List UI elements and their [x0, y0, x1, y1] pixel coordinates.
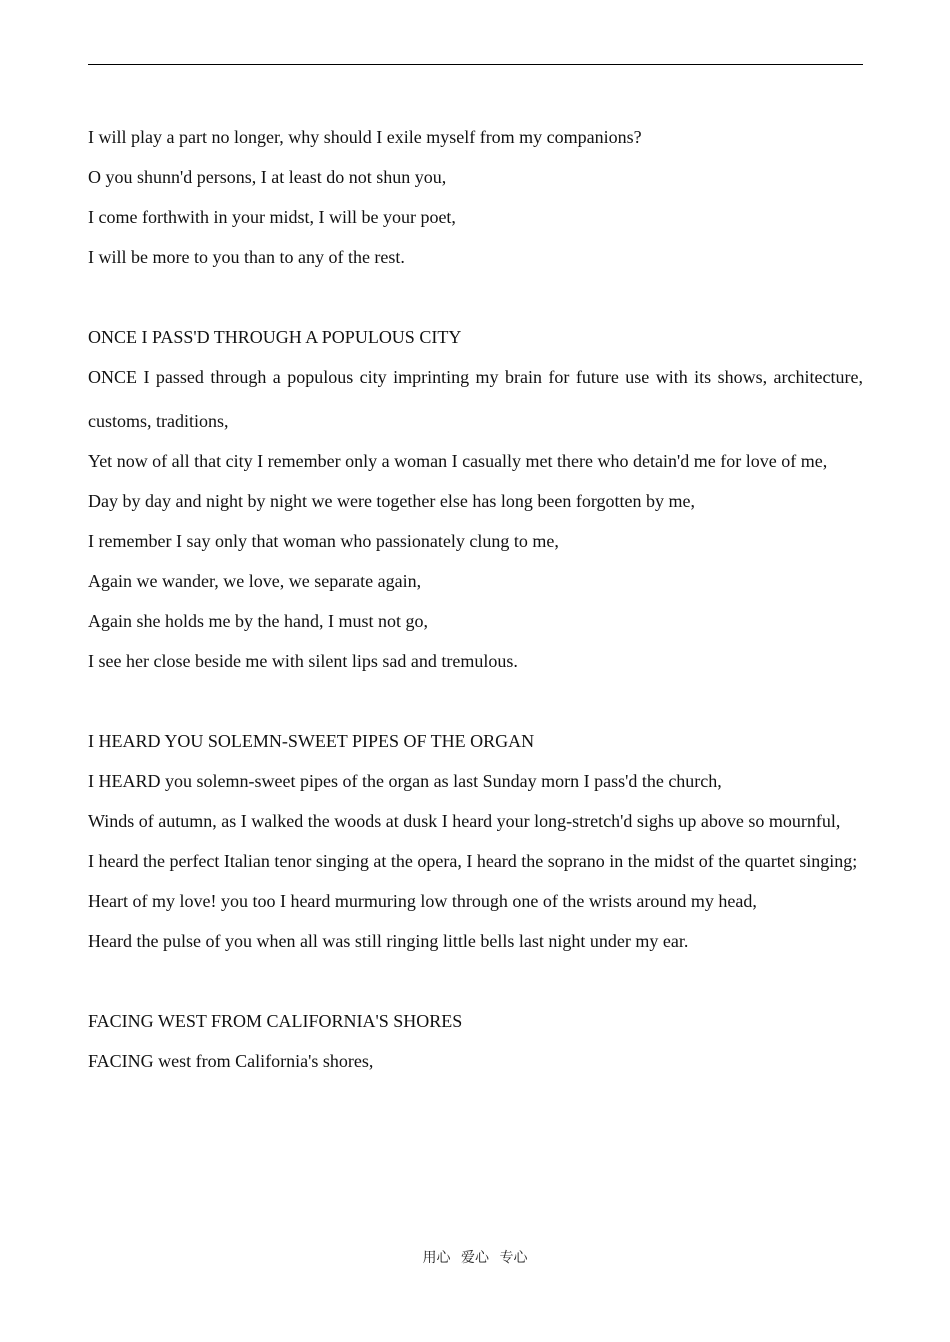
poem-line: Again she holds me by the hand, I must not go, — [88, 611, 428, 631]
poem-line: O you shunn'd persons, I at least do not shun you, — [88, 167, 447, 187]
header-rule — [88, 64, 863, 65]
poem-line: Day by day and night by night we were together else has long been forgotten by me, — [88, 491, 696, 511]
poem-title: ONCE I PASS'D THROUGH A POPULOUS CITY — [88, 327, 462, 347]
poem-line: Yet now of all that city I remember only a woman I casually met there who detain'd me for love of me, — [88, 451, 828, 471]
stanza-gap — [88, 284, 863, 324]
poem-line: I see her close beside me with silent lips sad and tremulous. — [88, 651, 518, 671]
poem-line: Heard the pulse of you when all was still ringing little bells last night under my ear. — [88, 931, 689, 951]
poem-title: FACING WEST FROM CALIFORNIA'S SHORES — [88, 1011, 463, 1031]
poem-line: Heart of my love! you too I heard murmuring low through one of the wrists around my head, — [88, 891, 757, 911]
poem-line: Winds of autumn, as I walked the woods at dusk I heard your long-stretch'd sighs up above so mournful, — [88, 811, 841, 831]
page-footer: 用心 爱心 专心 — [422, 1250, 528, 1266]
document-body — [88, 124, 863, 1088]
poem-line: I remember I say only that woman who passionately clung to me, — [88, 531, 559, 551]
stanza-gap — [88, 688, 863, 728]
stanza-gap — [88, 968, 863, 1008]
poem-title: I HEARD YOU SOLEMN-SWEET PIPES OF THE ORGAN — [88, 731, 535, 751]
poem-line: I will play a part no longer, why should I exile myself from my companions? — [88, 127, 642, 147]
poem-line: I HEARD you solemn-sweet pipes of the organ as last Sunday morn I pass'd the church, — [88, 771, 722, 791]
poem-line: I heard the perfect Italian tenor singing at the opera, I heard the soprano in the midst of the quartet singing; — [88, 851, 858, 871]
poem-line: I come forthwith in your midst, I will be your poet, — [88, 207, 456, 227]
poem-line: ONCE I passed through a populous city imprinting my brain for future use with its shows, architecture, customs, traditions, — [88, 367, 863, 431]
poem-line: I will be more to you than to any of the rest. — [88, 247, 405, 267]
poem-line: Again we wander, we love, we separate again, — [88, 571, 422, 591]
poem-line: FACING west from California's shores, — [88, 1051, 374, 1071]
